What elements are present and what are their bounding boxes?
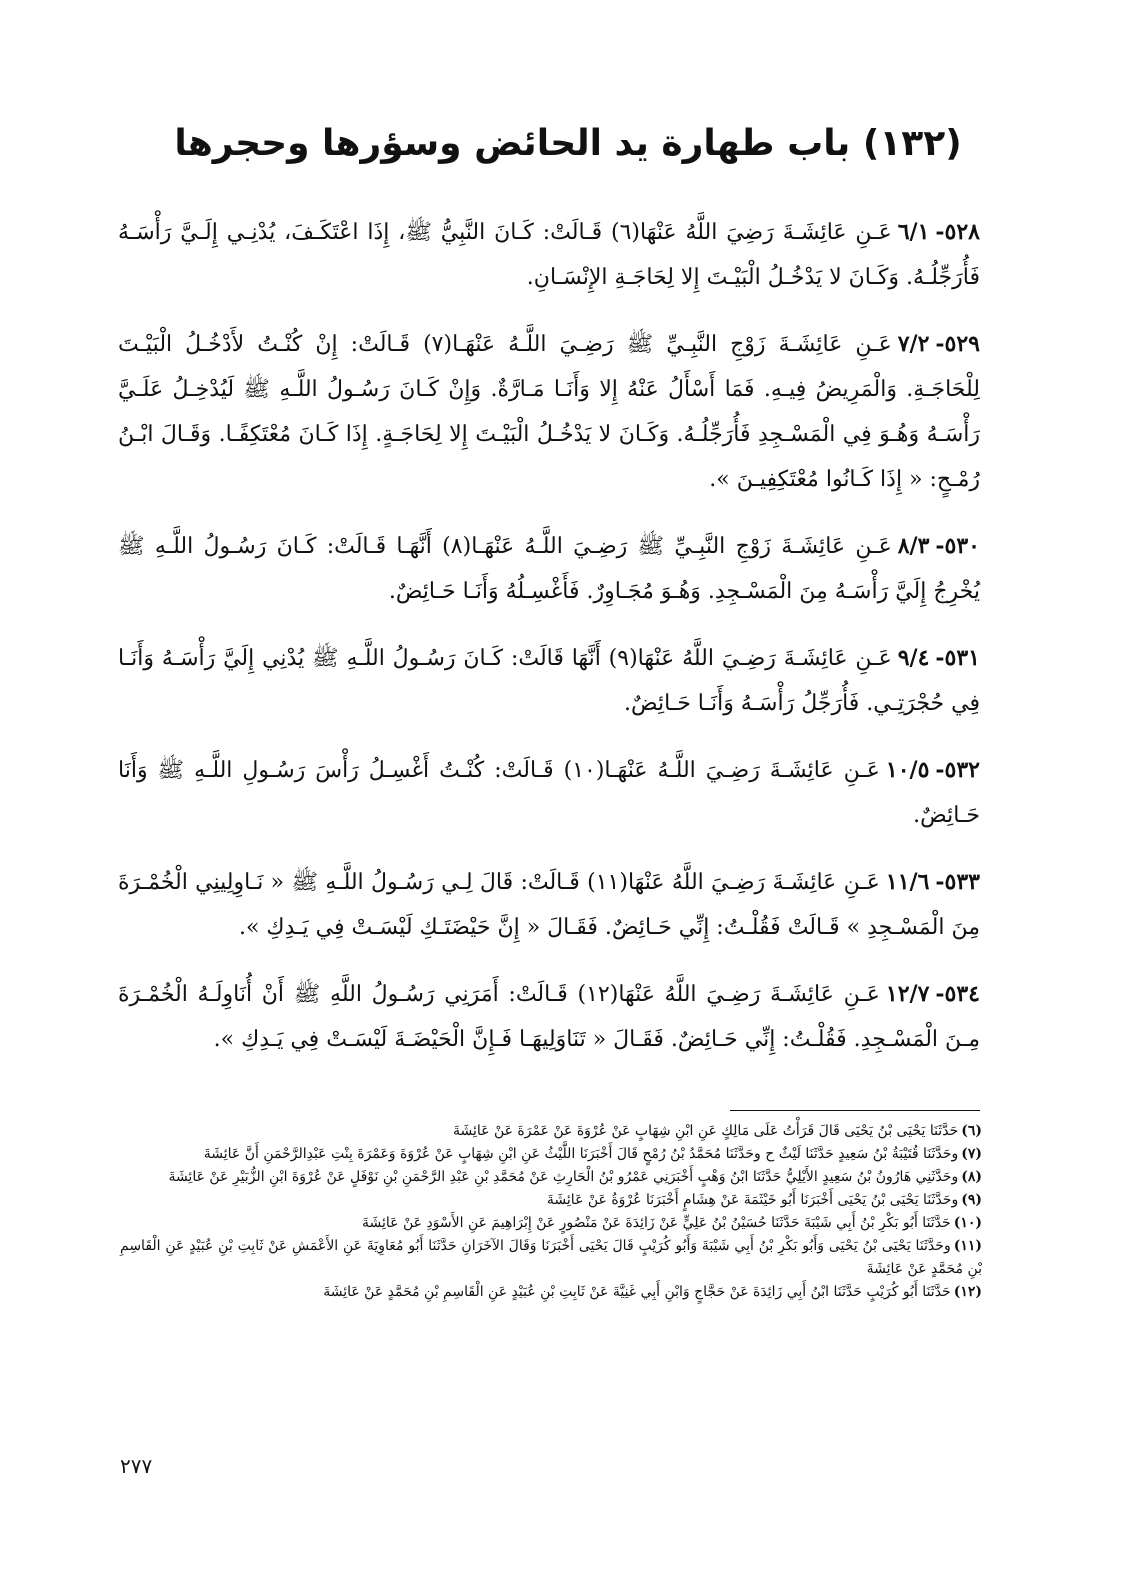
hadith-number: ٥٣٢- [935,757,980,783]
footnote-9 [120,1189,982,1212]
hadith-sub-number: ١٠/٥ [885,757,930,783]
footnote-text: وحَدَّثَنَا قُتَيْبَةُ بْنُ سَعِيدٍ حَدَّثَنَا لَيْثٌ ح وحَدَّثَنَا مُحَمَّدُ بْنُ رُمْحٍ قَالَ أَخْبَرَنَا اللَّيْثُ عَنِ ابْنِ شِهَابٍ عَنْ عُرْوَةَ وَعَمْرَةَ بِنْتِ عَبْدِالرَّحْمَنِ أَنَّ عَائِشَةَ [203,1146,959,1162]
footnote-7 [120,1143,982,1166]
hadith-number: ٥٣١- [935,645,980,671]
hadith-text: عَـنِ عَائِشَـةَ زَوْجِ النَّبِـيِّ ﷺ رَضِـيَ اللَّـهُ عَنْهَـا(٧) قَـالَتْ: إِنْ كُنْـتُ لأَدْخُـلُ الْبَيْـتَ لِلْحَاجَـةِ. وَالْمَرِيضُ فِيـهِ. فَمَا أَسْأَلُ عَنْهُ إِلا وَأَنَـا مَـارَّةٌ. وَإِنْ كَـانَ رَسُـولُ اللَّـهِ ﷺ لَيُدْخِـلُ عَلَـيَّ رَأْسَـهُ وَهُـوَ فِي الْمَسْـجِدِ فَأُرَجِّلُـهُ. وَكَـانَ لا يَدْخُـلُ الْبَيْـتَ إِلا لِحَاجَـةٍ. إِذَا كَـانَ مُعْتَكِفًـا. وَقَـالَ ابْـنُ رُمْـحٍ: « إِذَا كَـانُوا مُعْتَكِفِيـنَ ». [118,332,980,492]
hadith-text: عَـنِ عَائِشَـةَ رَضِـيَ اللَّهُ عَنْهَا(١١) قَـالَتْ: قَالَ لِـي رَسُـولُ اللَّـهِ ﷺ « نَـاوِلِينِي الْخُمْـرَةَ مِنَ الْمَسْـجِدِ » قَـالَتْ فَقُلْـتُ: إِنِّي حَـائِضٌ. فَقَـالَ « إِنَّ حَيْضَتَـكِ لَيْسَـتْ فِي يَـدِكِ ». [118,870,980,940]
footnote-text: وحَدَّثَنَا يَحْيَى بْنُ يَحْيَى أَخْبَرَنَا أَبُو خَيْثَمَةَ عَنْ هِشَامٍ أَخْبَرَنَا عُرْوَةُ عَنْ عَائِشَةَ [546,1192,959,1208]
footnote-number: (٦) [961,1123,982,1139]
page-number: ٢٧٧ [120,1454,153,1478]
footnote-number: (٧) [961,1146,982,1162]
hadith-number: ٥٣٠- [935,533,980,559]
hadith-number: ٥٣٤- [935,981,980,1007]
hadith-sub-number: ١١/٦ [885,869,930,895]
hadith-sub-number: ٨/٣ [897,533,930,559]
footnote-number: (١٢) [953,1284,982,1300]
hadith-number: ٥٢٨- [935,219,980,245]
hadith-sub-number: ١٢/٧ [885,981,930,1007]
footnote-text: وحَدَّثَنَا يَحْيَى بْنُ يَحْيَى وَأَبُو بَكْرِ بْنُ أَبِي شَيْبَةَ وَأَبُو كُرَيْبٍ قَالَ يَحْيَى أَخْبَرَنَا وَقَالَ الآخَرَانِ حَدَّثَنَا أَبُو مُعَاوِيَةَ عَنِ الأَعْمَشِ عَنْ ثَابِتِ بْنِ عُبَيْدٍ عَنِ الْقَاسِمِ بْنِ مُحَمَّدٍ عَنْ عَائِشَةَ [120,1238,982,1277]
footnote-11 [120,1235,982,1281]
hadith-sub-number: ٦/١ [897,219,930,245]
hadith-529 [118,322,980,502]
footnote-10 [120,1212,982,1235]
hadith-list [118,210,980,1078]
hadith-533 [118,860,980,950]
hadith-528 [118,210,980,300]
footnote-text: حَدَّثَنَا يَحْيَى بْنُ يَحْيَى قَالَ قَرَأْتُ عَلَى مَالِكٍ عَنِ ابْنِ شِهَابٍ عَنْ عُرْوَةَ عَنْ عَمْرَةَ عَنْ عَائِشَةَ [453,1123,959,1139]
hadith-sub-number: ٧/٢ [897,331,930,357]
footnote-text: حَدَّثَنَا أَبُو كُرَيْبٍ حَدَّثَنَا ابْنُ أَبِي زَائِدَةَ عَنْ حَجَّاجٍ وَابْنِ أَبِي غَنِيَّةَ عَنْ ثَابِتِ بْنِ عُبَيْدٍ عَنِ الْقَاسِمِ بْنِ مُحَمَّدٍ عَنْ عَائِشَةَ [323,1284,951,1300]
footnote-separator [730,1110,980,1111]
footnote-text: حَدَّثَنَا أَبُو بَكْرِ بْنُ أَبِي شَيْبَةَ حَدَّثَنَا حُسَيْنُ بْنُ عَلِيٍّ عَنْ زَائِدَةَ عَنْ مَنْصُورٍ عَنْ إِبْرَاهِيمَ عَنِ الأَسْوَدِ عَنْ عَائِشَةَ [362,1215,951,1231]
footnote-list [120,1120,982,1304]
footnote-number: (٨) [961,1169,982,1185]
hadith-text: عَـنِ عَائِشَـةَ رَضِيَ اللَّهُ عَنْهَا(٦) قَـالَتْ: كَـانَ النَّبِيُّ ﷺ، إِذَا اعْتَكَـفَ، يُدْنِـي إِلَـيَّ رَأْسَـهُ فَأُرَجِّلُـهُ. وَكَـانَ لا يَدْخُـلُ الْبَيْـتَ إِلا لِحَاجَـةِ الإِنْسَـانِ. [118,220,980,290]
hadith-number: ٥٢٩- [935,331,980,357]
hadith-sub-number: ٩/٤ [897,645,930,671]
hadith-text: عَـنِ عَائِشَـةَ رَضِـيَ اللَّهُ عَنْهَا(٩) أَنَّهَا قَالَتْ: كَـانَ رَسُـولُ اللَّـهِ ﷺ يُدْنِي إِلَيَّ رَأْسَـهُ وَأَنَـا فِي حُجْرَتِـي. فَأُرَجِّلُ رَأْسَـهُ وَأَنَـا حَـائِضٌ. [118,646,980,716]
footnote-12 [120,1281,982,1304]
hadith-531 [118,636,980,726]
footnote-text: وحَدَّثَنِي هَارُونُ بْنُ سَعِيدٍ الأَيْلِيُّ حَدَّثَنَا ابْنُ وَهْبٍ أَخْبَرَنِي عَمْرُو بْنُ الْحَارِثِ عَنْ مُحَمَّدِ بْنِ عَبْدِ الرَّحْمَنِ بْنِ نَوْفَلٍ عَنْ عُرْوَةَ ابْنِ الزُّبَيْرِ عَنْ عَائِشَةَ [168,1169,959,1185]
footnote-number: (٩) [961,1192,982,1208]
hadith-530 [118,524,980,614]
footnote-6 [120,1120,982,1143]
hadith-534 [118,972,980,1062]
hadith-text: عَـنِ عَائِشَـةَ رَضِـيَ اللَّهُ عَنْهَا(١٢) قَـالَتْ: أَمَرَنِي رَسُـولُ اللَّهِ ﷺ أَنْ أُنَاوِلَـهُ الْخُمْـرَةَ مِـنَ الْمَسْـجِدِ. فَقُلْـتُ: إِنِّي حَـائِضٌ. فَقَـالَ « تَنَاوَلِيهَـا فَـإِنَّ الْحَيْضَـةَ لَيْسَـتْ فِي يَـدِكِ ». [118,982,980,1052]
chapter-title: (١٣٢) باب طهارة يد الحائض وسؤرها وحجرها [174,123,962,164]
hadith-text: عَـنِ عَائِشَـةَ رَضِـيَ اللَّـهُ عَنْهَـا(١٠) قَـالَتْ: كُنْـتُ أَغْسِـلُ رَأْسَ رَسُـولِ اللَّـهِ ﷺ وَأَنَا حَـائِضٌ. [118,758,980,828]
hadith-number: ٥٣٣- [935,869,980,895]
footnote-8 [120,1166,982,1189]
footnote-number: (١٠) [953,1215,982,1231]
hadith-532 [118,748,980,838]
footnote-number: (١١) [953,1238,982,1254]
hadith-text: عَـنِ عَائِشَـةَ زَوْجِ النَّبِـيِّ ﷺ رَضِـيَ اللَّـهُ عَنْهَـا(٨) أَنَّهَـا قَـالَتْ: كَـانَ رَسُـولُ اللَّـهِ ﷺ يُخْرِجُ إِلَيَّ رَأْسَـهُ مِنَ الْمَسْـجِدِ. وَهُـوَ مُجَـاوِرٌ. فَأَغْسِـلُهُ وَأَنَـا حَـائِضٌ. [118,534,980,604]
